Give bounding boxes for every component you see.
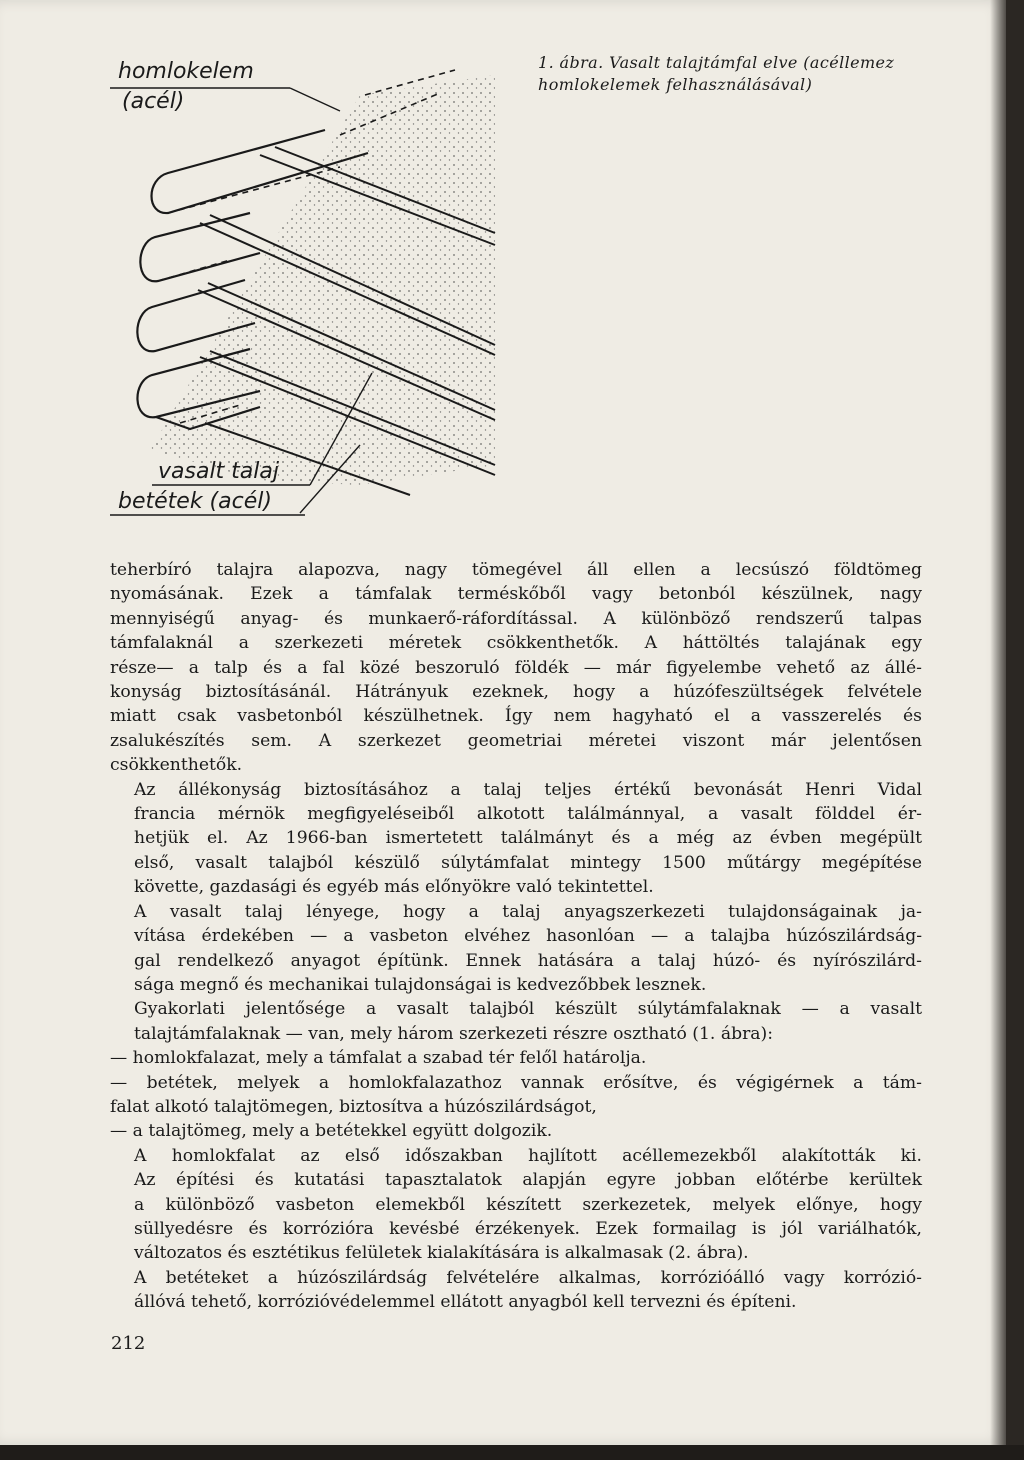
paragraph-2 [110,778,922,900]
list-item: falat alkotó talajtömegen, biztosítva a húzószilárdságot, [110,1096,597,1117]
list-item: — homlokfalazat, mely a támfalat a szabad tér felől határolja. [110,1048,647,1069]
paragraph-3 [110,900,922,998]
text-line: támfalaknál a szerkezeti méretek csökkenthetők. A háttöltés talajának egy [110,633,922,654]
text-line: mennyiségű anyag- és munkaerő-ráfordítással. A különböző rendszerű talpas [110,608,922,629]
text-line: követte, gazdasági és egyéb más előnyökre való tekintettel. [134,877,654,898]
text-line: A homlokfalat az első időszakban hajlított acéllemezekből alakították ki. [134,1145,922,1166]
paragraph-4 [110,997,922,1046]
text-line: zsalukészítés sem. A szerkezet geometriai méretei viszont már jelentősen [110,730,922,751]
text-line: változatos és esztétikus felületek kialakítására is alkalmasak (2. ábra). [134,1243,749,1264]
text-line: vítása érdekében — a vasbeton elvéhez hasonlóan — a talajba húzószilárdság- [134,926,922,947]
text-line: csökkenthetők. [110,755,243,776]
figure-drawing [110,55,520,525]
text-line: Az állékonyság biztosításához a talaj teljes értékű bevonását Henri Vidal [134,779,922,800]
text-line: a különböző vasbeton elemekből készített szerkezetek, melyek előnye, hogy [134,1194,922,1215]
paragraph-1 [110,558,922,778]
figure-caption: 1. ábra. Vasalt talajtámfal elve (acéllemez homlokelemek felhasználásával) [538,53,895,94]
text-line: francia mérnök megfigyeléseiből alkotott találmánnyal, a vasalt földdel ér- [134,804,922,825]
text-line: első, vasalt talajból készülő súlytámfalat mintegy 1500 műtárgy megépítése [134,852,922,873]
list-item: — betétek, melyek a homlokfalazathoz vannak erősítve, és végigérnek a tám- [110,1072,922,1093]
figure-reinforced-earth-wall [110,55,520,525]
book-edge-shadow [990,0,1024,1460]
text-line: konyság biztosításánál. Hátrányuk ezeknek, hogy a húzófeszültségek felvétele [110,682,922,703]
text-line: talajtámfalaknak — van, mely három szerkezeti részre osztható (1. ábra): [134,1023,774,1044]
text-line: hetjük el. Az 1966-ban ismertetett találmányt és a még az évben megépült [134,828,922,849]
label-reinforced-soil: vasalt talaj [158,459,279,484]
text-line: süllyedésre és korrózióra kevésbé érzékenyek. Ezek formailag is jól variálhatók, [134,1218,922,1239]
label-facing-element: homlokelem [118,59,254,84]
paragraph-6 [110,1266,922,1315]
text-line: Gyakorlati jelentősége a vasalt talajból készült súlytámfalaknak — a vasalt [134,999,922,1020]
text-line: A betéteket a húzószilárdság felvételére alkalmas, korrózióálló vagy korrózió- [134,1267,922,1288]
text-line: Az építési és kutatási tapasztalatok alapján egyre jobban előtérbe kerültek [134,1170,922,1191]
text-line: sága megnő és mechanikai tulajdonságai is kedvezőbbek lesznek. [134,974,707,995]
body-text [110,558,922,1315]
text-line: állóvá tehető, korrózióvédelemmel ellátott anyagból kell tervezni és építeni. [134,1292,797,1313]
text-line: miatt csak vasbetonból készülhetnek. Így nem hagyható el a vasszerelés és [110,706,922,727]
label-strips-material: betétek (acél) [118,489,272,514]
label-facing-material: (acél) [122,89,185,114]
soil-mass [150,75,495,485]
list-item: — a talajtömeg, mely a betétekkel együtt dolgozik. [110,1121,553,1142]
dash-list [110,1046,922,1144]
text-line: része— a talp és a fal közé beszoruló földék — már figyelembe vehető az állé- [110,657,922,678]
text-line: nyomásának. Ezek a támfalak terméskőből vagy betonból készülnek, nagy [110,584,922,605]
text-line: teherbíró talajra alapozva, nagy tömegével áll ellen a lecsúszó földtömeg [110,560,922,580]
text-line: gal rendelkező anyagot építünk. Ennek hatására a talaj húzó- és nyírószilárd- [134,950,922,971]
page-number: 212 [111,1333,146,1354]
paragraph-5 [110,1144,922,1266]
text-line: A vasalt talaj lényege, hogy a talaj anyagszerkezeti tulajdonságainak ja- [134,901,922,922]
scan-bottom-band [0,1445,1024,1460]
